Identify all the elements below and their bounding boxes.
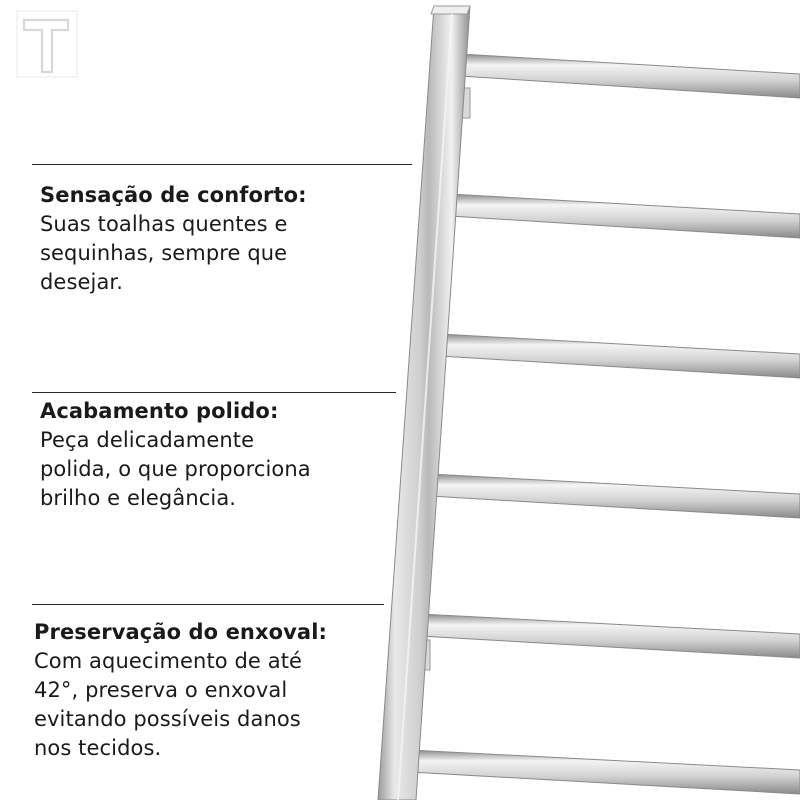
feature-title: Preservação do enxoval: (34, 620, 327, 644)
feature-desc-line: sequinhas, sempre que (40, 241, 288, 265)
ladder-bars (410, 54, 800, 794)
feature-title: Acabamento polido: (40, 399, 279, 423)
ladder-rail (378, 6, 470, 800)
divider-bottom (32, 604, 384, 605)
feature-desc-line: nos tecidos. (34, 736, 162, 760)
feature-desc-line: evitando possíveis danos (34, 707, 301, 731)
divider-top (32, 164, 412, 165)
feature-desc-line: Com aquecimento de até (34, 649, 303, 673)
feature-desc-line: 42°, preserva o enxoval (34, 678, 288, 702)
feature-desc-line: Suas toalhas quentes e (40, 212, 288, 236)
feature-desc-line: brilho e elegância. (40, 486, 237, 510)
feature-desc-line: polida, o que proporciona (40, 457, 311, 481)
feature-title: Sensação de conforto: (40, 183, 307, 207)
feature-desc-line: Peça delicadamente (40, 428, 255, 452)
feature-polished-finish (40, 396, 370, 513)
feature-desc-line: desejar. (40, 270, 123, 294)
divider-middle (32, 392, 396, 393)
feature-comfort (40, 180, 370, 297)
feature-linen-preservation (34, 617, 364, 763)
